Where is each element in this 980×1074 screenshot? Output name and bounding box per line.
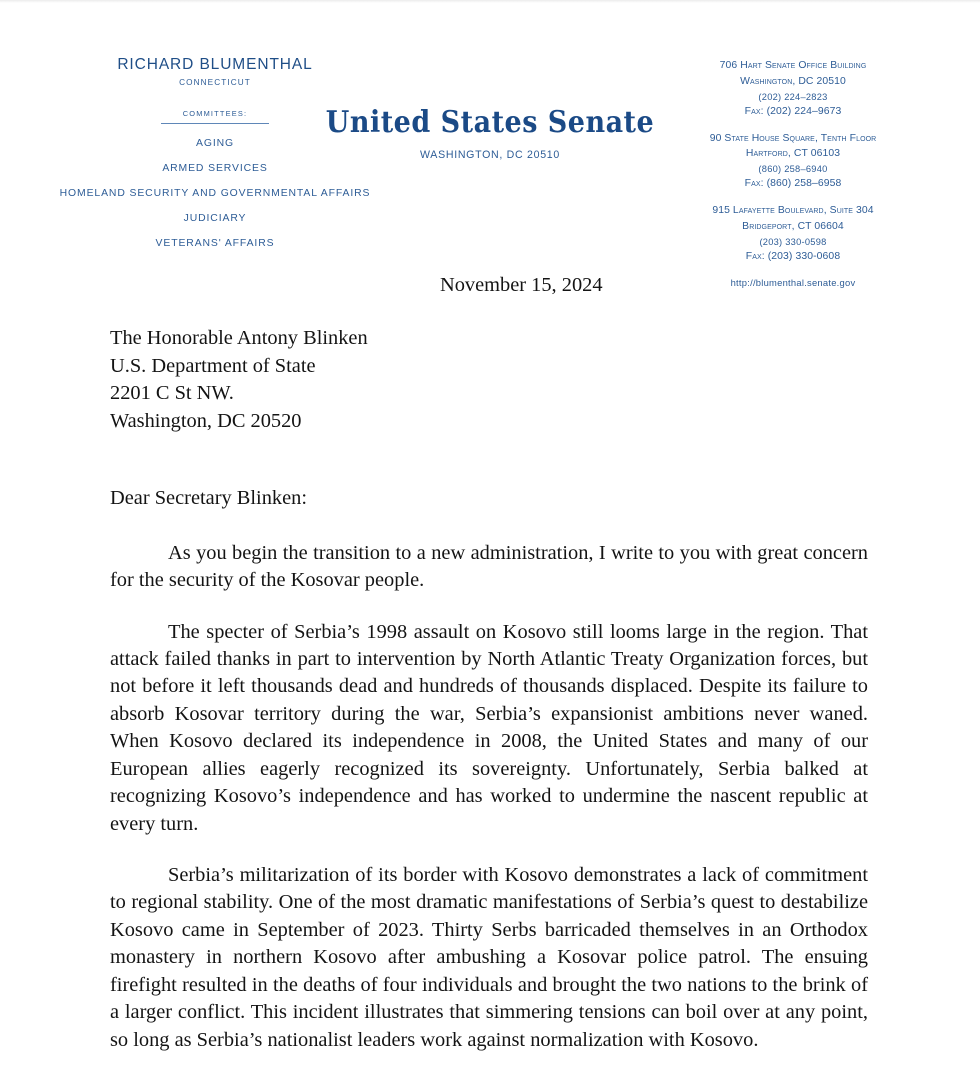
recipient-name: The Honorable Antony Blinken [110,327,368,350]
office-street: 90 State House Square, Tenth Floor [709,132,877,144]
office-fax: Fax: (202) 224–9673 [744,105,842,117]
senator-state: CONNECTICUT [179,77,251,87]
senate-subtitle: WASHINGTON, DC 20510 [420,149,560,161]
office-fax: Fax: (860) 258–6958 [744,178,842,190]
committee-item-judiciary: JUDICIARY [183,212,247,224]
letter-paragraph-1: As you begin the transition to a new administration, I write to you with great concern for the security of the Kosovar people. [110,541,868,592]
office-address-hartford [668,131,918,193]
office-phone: (203) 330-0598 [759,236,827,247]
office-street: 915 Lafayette Boulevard, Suite 304 [712,205,874,217]
committee-item-aging: AGING [196,137,234,149]
committee-item-veterans-affairs: VETERANS' AFFAIRS [155,237,275,249]
letter-paragraph-3: Serbia’s militarization of its border with Kosovo demonstrates a lack of commitment to regional stability. One of the most dramatic manifestations of Serbia’s quest to destabilize Kosovo came in September of 2023. Thirty Serbs barricaded themselves in an Orthodox monastery in northern Kosovo after ambushing a Kosovar police patrol. The ensuing firefight resulted in the deaths of four individuals and brought the two nations to the brink of a larger conflict. This incident illustrates that simmering tensions can boil over at any point, so long as Serbia’s nationalist leaders work against normalization with Kosovo. [110,864,868,1051]
office-fax: Fax: (203) 330-0608 [745,250,841,262]
office-address-bridgeport [668,203,918,265]
letter-body [110,272,868,1074]
office-city: Washington, DC 20510 [740,75,846,87]
office-city: Hartford, CT 06103 [745,148,841,160]
office-address-hart [668,58,918,120]
recipient-street: 2201 C St NW. [110,382,234,405]
recipient-address-block [110,325,868,435]
committee-item-homeland-security: HOMELAND SECURITY AND GOVERNMENTAL AFFAIRS [59,187,371,199]
committees-label: COMMITTEES: [182,108,248,118]
committees-divider [161,123,269,124]
letterhead-contact-block [668,58,918,290]
committee-item-armed-services: ARMED SERVICES [162,162,268,174]
letter-paragraph-2: The specter of Serbia’s 1998 assault on Kosovo still looms large in the region. That attack failed thanks in part to intervention by North Atlantic Treaty Organization forces, but not before it left thousands dead and hundreds of thousands displaced. Despite its failure to absorb Kosovar territory during the war, Serbia’s expansionist ambitions never waned. When Kosovo declared its independence in 2008, the United States and many of our European allies eagerly recognized its sovereignty. Unfortunately, Serbia balked at recognizing Kosovo’s independence and has worked to undermine the nascent republic at every turn. [110,620,868,835]
senator-name: RICHARD BLUMENTHAL [117,56,313,73]
office-phone: (860) 258–6940 [758,164,828,175]
recipient-organization: U.S. Department of State [110,354,316,377]
letter-salutation: Dear Secretary Blinken: [110,487,308,510]
office-phone: (202) 224–2823 [758,91,828,102]
letter-date: November 15, 2024 [440,274,603,296]
senator-website-link[interactable]: http://blumenthal.senate.gov [730,276,856,288]
office-street: 706 Hart Senate Office Building [719,60,867,71]
senate-title: United States Senate [325,105,655,140]
office-city: Bridgeport, CT 06604 [742,220,844,232]
recipient-city-state-zip: Washington, DC 20520 [110,409,302,432]
letterhead-left-block [0,56,430,249]
